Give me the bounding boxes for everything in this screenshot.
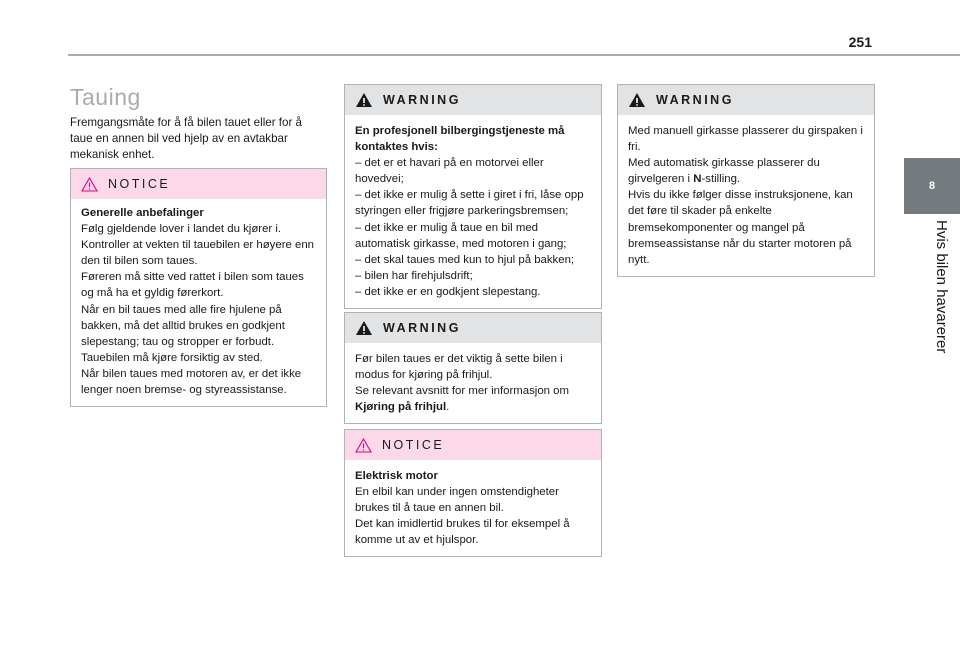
notice-heading: Generelle anbefalinger bbox=[81, 207, 204, 219]
notice-box-electric bbox=[344, 429, 602, 557]
notice-line: Det kan imidlertid brukes til for eksempel å komme ut av et hjulspor. bbox=[355, 518, 570, 547]
warning-box-freewheel bbox=[344, 312, 602, 424]
notice-line: Når bilen taues med motoren av, er det ikke lenger noen bremse- og styreassistanse. bbox=[81, 367, 302, 397]
warning-label: WARNING bbox=[656, 93, 734, 107]
notice-label: NOTICE bbox=[382, 438, 445, 452]
warning-line: Med manuell girkasse plasserer du girspaken i fri. bbox=[628, 125, 863, 154]
chapter-tab[interactable]: 8 bbox=[904, 158, 960, 214]
notice-label: NOTICE bbox=[108, 177, 171, 191]
notice-line: Følg gjeldende lover i landet du kjører i. bbox=[81, 223, 282, 236]
chapter-title: Hvis bilen havarerer bbox=[933, 220, 950, 354]
warning-box-professional bbox=[344, 84, 602, 309]
warning-box-gearbox bbox=[617, 84, 875, 277]
notice-line: Føreren må sitte ved rattet i bilen som taues og må ha et gyldig førerkort. bbox=[81, 271, 304, 300]
freewheel-reference: Kjøring på frihjul bbox=[355, 401, 447, 414]
notice-line: Kontroller at vekten til tauebilen er høyere enn den til bilen som taues. bbox=[81, 239, 315, 268]
warning-triangle-filled-icon bbox=[628, 92, 646, 108]
warning-header bbox=[618, 85, 874, 115]
warning-header bbox=[345, 313, 601, 343]
warning-line: – det skal taues med kun to hjul på bakken; bbox=[355, 253, 575, 266]
warning-line: – det ikke er en godkjent slepestang. bbox=[355, 285, 541, 298]
notice-line: Når en bil taues med alle fire hjulene på bakken, må det alltid brukes en godkjent slepestang; tau og stropper er forbudt. bbox=[81, 303, 285, 348]
header-rule bbox=[68, 54, 960, 56]
page-number: 251 bbox=[848, 34, 872, 50]
warning-text: -stilling. bbox=[701, 173, 741, 186]
warning-line: Hvis du ikke følger disse instruksjonene, kan det føre til skader på enkelte bremsekomponenter og mangel på bremseassistanse når du starter motoren på nytt. bbox=[628, 189, 853, 266]
warning-heading: En profesjonell bilbergingstjeneste må kontaktes hvis: bbox=[355, 125, 565, 154]
warning-header bbox=[345, 85, 601, 115]
warning-label: WARNING bbox=[383, 321, 461, 335]
notice-line: Tauebilen må kjøre forsiktig av sted. bbox=[81, 351, 263, 364]
notice-line: En elbil kan under ingen omstendigheter brukes til å taue en annen bil. bbox=[355, 486, 559, 515]
warning-text: . bbox=[446, 401, 450, 414]
warning-line: – det ikke er mulig å taue en bil med automatisk girkasse, med motoren i gang; bbox=[355, 221, 567, 250]
warning-triangle-outline-icon bbox=[81, 177, 98, 192]
notice-header bbox=[345, 430, 601, 460]
notice-header bbox=[71, 169, 326, 199]
section-intro: Fremgangsmåte for å få bilen tauet eller for å taue en annen bil ved hjelp av en avtakbar mekanisk enhet. bbox=[70, 116, 302, 161]
warning-triangle-filled-icon bbox=[355, 320, 373, 336]
warning-label: WARNING bbox=[383, 93, 461, 107]
warning-line: – det er et havari på en motorvei eller hovedvei; bbox=[355, 157, 544, 186]
notice-heading: Elektrisk motor bbox=[355, 470, 438, 482]
warning-triangle-outline-icon bbox=[355, 438, 372, 453]
warning-text: Se relevant avsnitt for mer informasjon om bbox=[355, 385, 569, 398]
warning-text: Med automatisk girkasse plasserer du girvelgeren i bbox=[628, 157, 820, 186]
notice-box-general bbox=[70, 168, 327, 407]
warning-line: – bilen har firehjulsdrift; bbox=[355, 269, 473, 282]
gear-position-n: N bbox=[693, 173, 702, 186]
warning-line: – det ikke er mulig å sette i giret i fri, låse opp styringen eller frigjøre parkeringsbremsen; bbox=[355, 189, 584, 218]
warning-triangle-filled-icon bbox=[355, 92, 373, 108]
warning-line: Før bilen taues er det viktig å sette bilen i modus for kjøring på frihjul. bbox=[355, 353, 563, 382]
warning-line bbox=[628, 155, 864, 187]
warning-line bbox=[355, 383, 591, 415]
section-title: Tauing bbox=[70, 84, 141, 110]
